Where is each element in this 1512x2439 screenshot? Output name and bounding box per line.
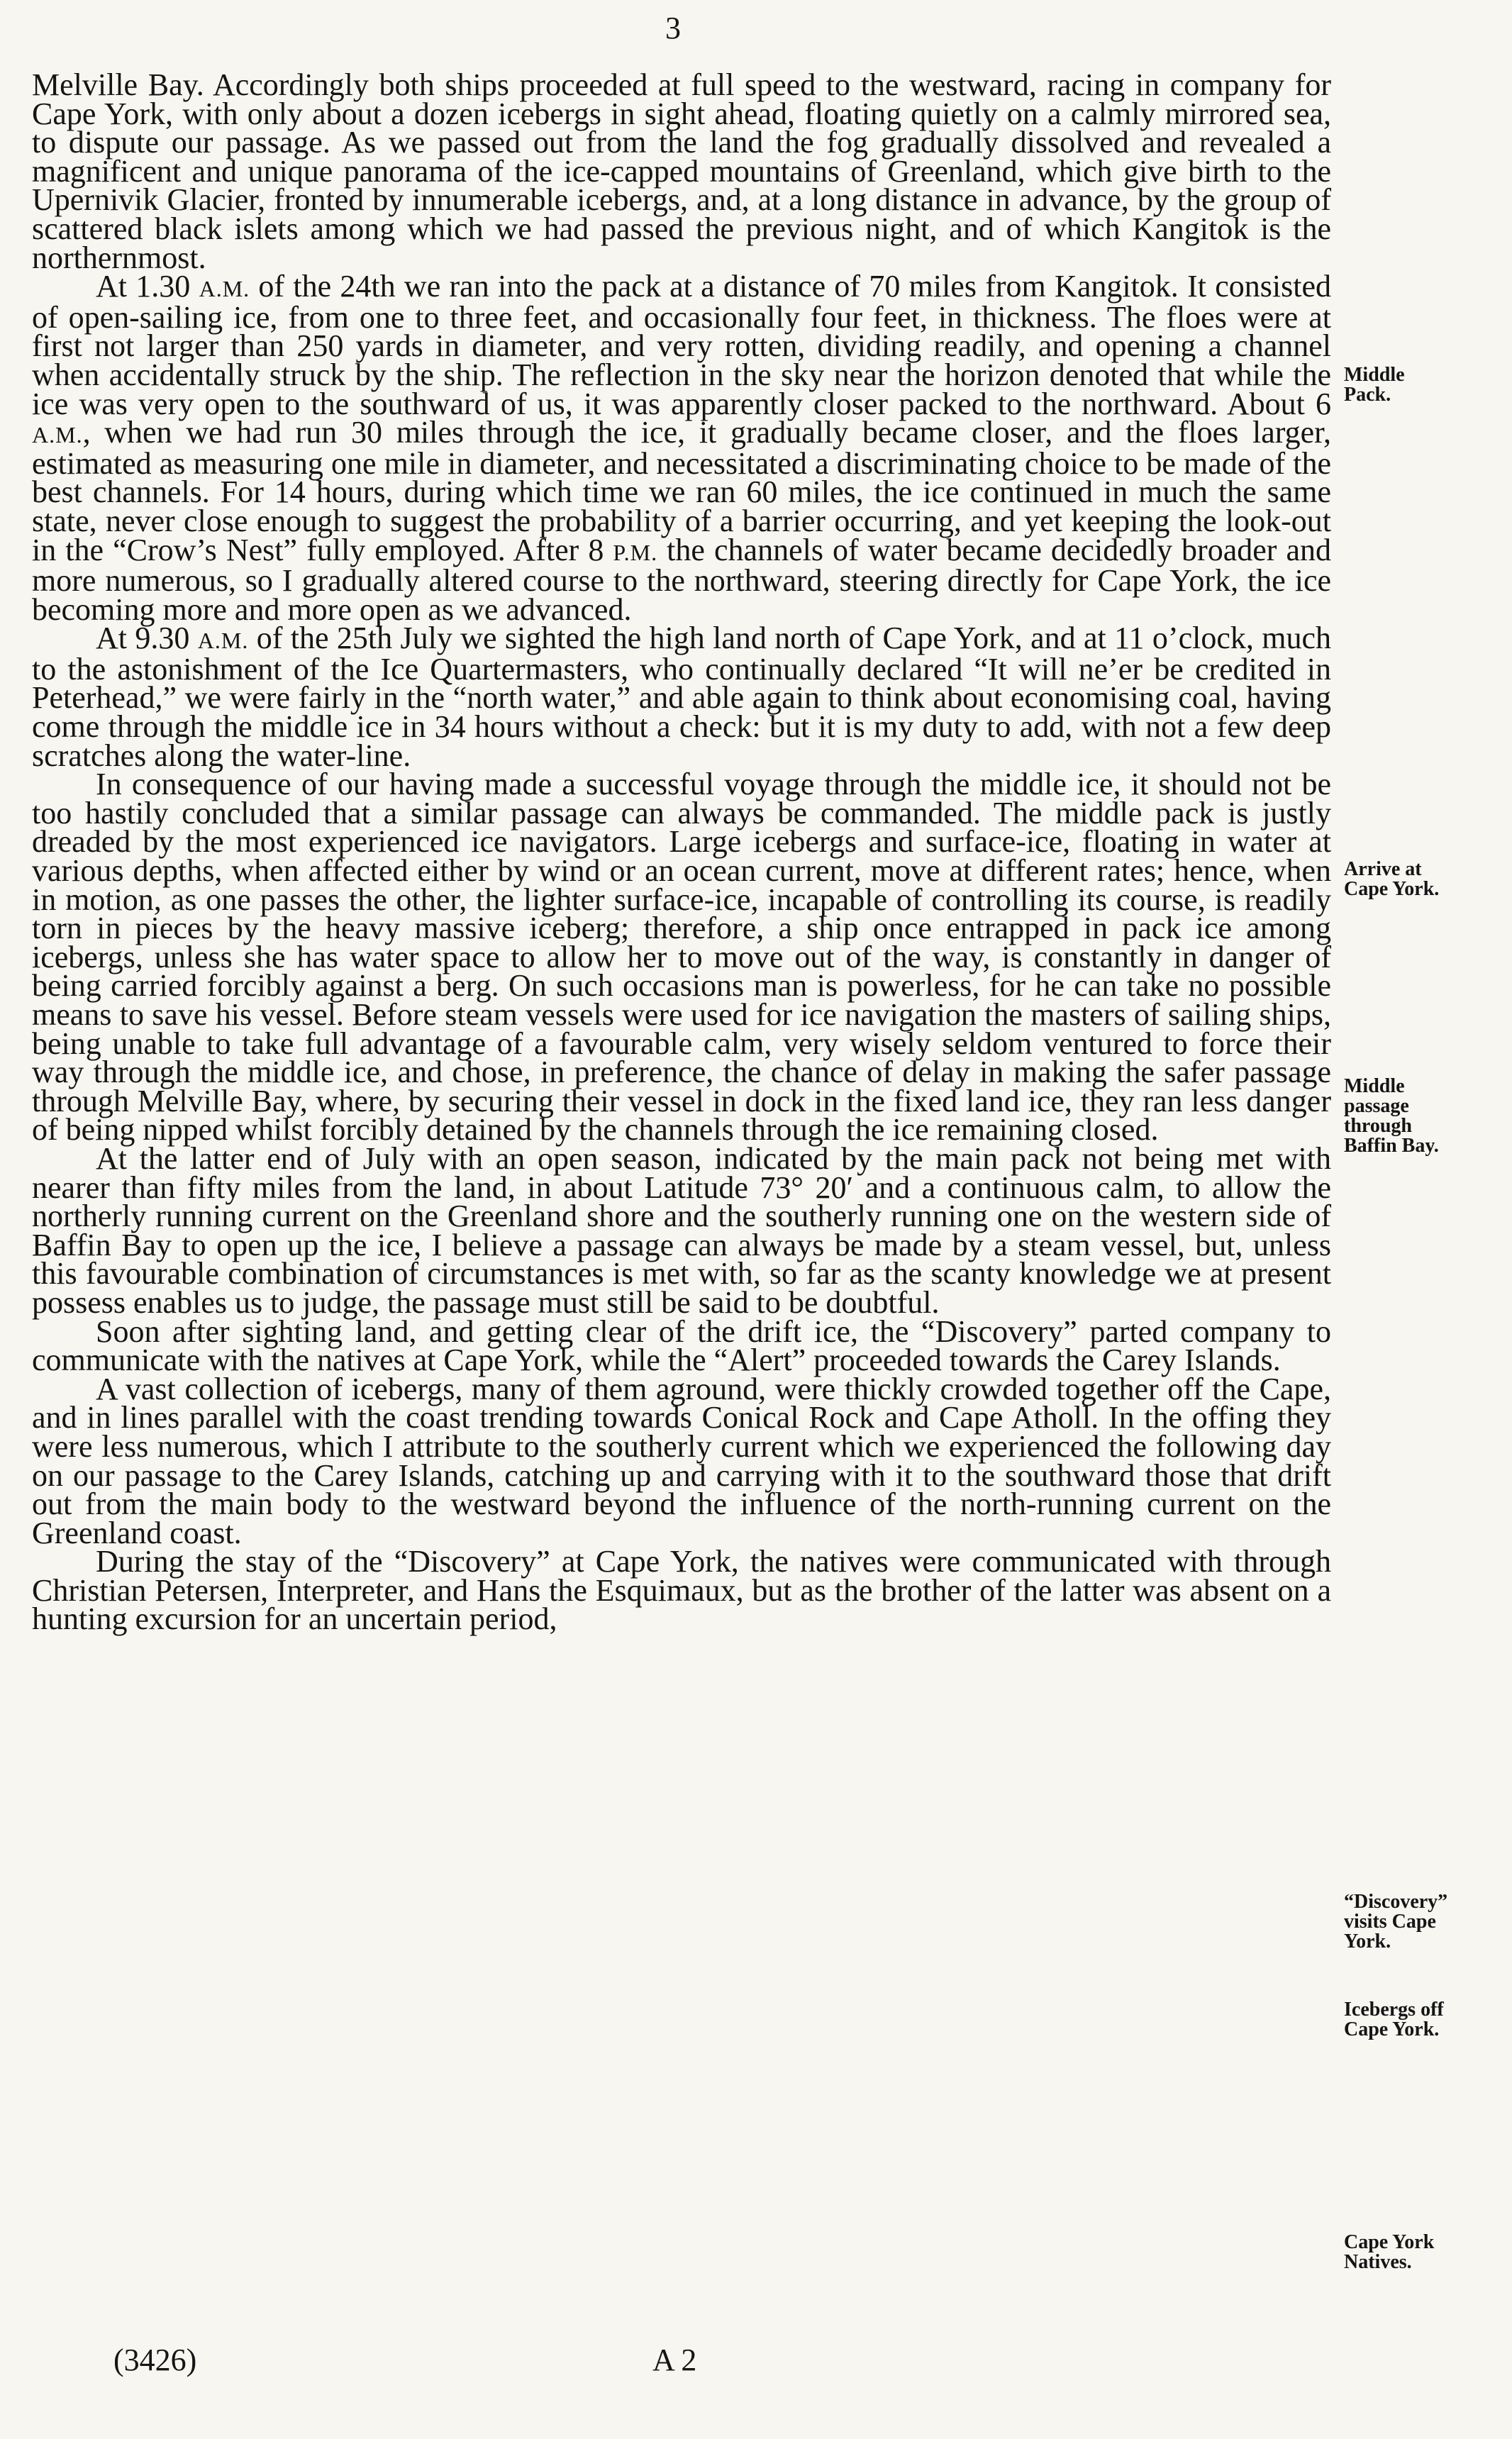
time-abbrev: A.M. bbox=[199, 276, 250, 302]
margin-note-discovery-visits bbox=[1344, 1892, 1508, 1952]
page-number: 3 bbox=[665, 11, 682, 45]
paragraph-1: Melville Bay. Accordingly both ships proceeded at full speed to the westward, racing in company for Cape York, with only about a dozen icebergs in sight ahead, floating quietly on a calmly mirrored sea, to dispute our passage. As we passed out from the land the fog gradually dissolved and revealed a magnificent and unique panorama of the ice-capped mountains of Greenland, which give birth to the Upernivik Glacier, fronted by innumerable icebergs, and, at a long distance in advance, by the group of scattered black islets among which we had passed the previous night, and of which Kangitok is the northernmost. bbox=[32, 67, 1331, 275]
margin-note-middle-passage bbox=[1344, 1077, 1508, 1156]
margin-note-line: passage bbox=[1344, 1095, 1409, 1117]
printer-signature: (3426) bbox=[113, 2343, 197, 2377]
paragraph-4: In consequence of our having made a successful voyage through the middle ice, it should not be too hastily concluded that a similar passage can always be commanded. The middle pack is justly dreaded by the most experienced ice navigators. Large icebergs and surface-ice, floating in water at various depths, when affected either by wind or an ocean current, move at different rates; hence, when in motion, as one passes the other, the lighter surface-ice, incapable of controlling its course, is readily torn in pieces by the heavy massive iceberg; therefore, a ship once entrapped in pack ice among icebergs, unless she has water space to allow her to move out of the way, is constantly in danger of being carried forcibly against a berg. On such occasions man is powerless, for he can take no possible means to save his vessel. Before steam vessels were used for ice navigation the masters of sailing ships, being unable to take full advantage of a favourable calm, very wisely seldom ventured to force their way through the middle ice, and chose, in preference, the chance of delay in making the safer passage through Melville Bay, where, by securing their vessel in dock in the fixed land ice, they ran less danger of being nipped whilst forcibly detained by the channels through the ice remaining closed. bbox=[32, 767, 1331, 1148]
margin-note-line: Natives. bbox=[1344, 2251, 1412, 2273]
paragraph-2 bbox=[32, 269, 1332, 627]
paragraph-7: A vast collection of icebergs, many of them aground, were thickly crowded together off the Cape, and in lines parallel with the coast trending towards Conical Rock and Cape Atholl. In the offing they were less numerous, which I attribute to the southerly current which we experienced the following day on our passage to the Carey Islands, catching up and carrying with it to the southward those that drift out from the main body to the westward beyond the influence of the north-running current on the Greenland coast. bbox=[32, 1371, 1331, 1550]
margin-note-line: Baffin Bay. bbox=[1344, 1135, 1439, 1157]
margin-note-cape-york-natives bbox=[1344, 2233, 1508, 2272]
margin-note-line: Cape York bbox=[1344, 2231, 1435, 2253]
body-text bbox=[32, 67, 1332, 1637]
margin-note-line: Middle bbox=[1344, 364, 1405, 386]
margin-note-line: Middle bbox=[1344, 1075, 1405, 1097]
margin-note-line: visits Cape bbox=[1344, 1911, 1436, 1933]
paragraph-6: Soon after sighting land, and getting clear of the drift ice, the “Discovery” parted company to communicate with the natives at Cape York, while the “Alert” proceeded towards the Carey Islands. bbox=[32, 1313, 1331, 1378]
margin-note-arrive-cape-york bbox=[1344, 860, 1508, 899]
margin-note-line: Arrive at bbox=[1344, 858, 1422, 880]
margin-note-middle-pack bbox=[1344, 365, 1508, 405]
paragraph-3 bbox=[32, 621, 1331, 773]
paragraph-8: During the stay of the “Discovery” at Cape York, the natives were communicated with through Christian Petersen, Interpreter, and Hans the Esquimaux, but as the brother of the latter was absent on a hunting excursion for an uncertain period, bbox=[32, 1544, 1331, 1637]
time-abbrev: A.M. bbox=[32, 422, 83, 448]
paragraph-2-part: of the 24th we ran into the pack at a distance of 70 miles from Kangitok. It consisted of open-sailing ice, from one to three feet, and occasionally four feet, in thickness. The floes were at first not larger than 250 yards in diameter, and very rotten, dividing readily, and opening a channel when accidentally struck by the ship. The reflection in the sky near the horizon denoted that while the ice was very open to the southward of us, it was apparently closer packed to the northward. About 6 bbox=[32, 269, 1332, 421]
time-abbrev: A.M. bbox=[197, 628, 249, 654]
margin-note-icebergs-off bbox=[1344, 2000, 1508, 2040]
margin-note-line: Cape York. bbox=[1344, 878, 1440, 900]
paragraph-3-part: At 9.30 bbox=[96, 621, 198, 656]
sheet-mark: A 2 bbox=[652, 2343, 697, 2377]
margin-note-line: York. bbox=[1344, 1930, 1391, 1952]
paragraph-3-part: of the 25th July we sighted the high land north of Cape York, and at 11 o’clock, much to the astonishment of the Ice Quartermasters, who continually declared “It will ne’er be credited in Peterhead,” we were fairly in the “north water,” and able again to think about economising coal, having come through the middle ice in 34 hours without a check: but it is my duty to add, with not a few deep scratches along the water-line. bbox=[32, 621, 1331, 773]
margin-note-line: “Discovery” bbox=[1344, 1891, 1448, 1913]
paragraph-2-part: the channels of water became decidedly broader and more numerous, so I gradually altered course to the northward, steering directly for Cape York, the ice becoming more and more open as we advanced. bbox=[32, 532, 1332, 627]
margin-note-line: Icebergs off bbox=[1344, 1999, 1444, 2021]
paragraph-5: At the latter end of July with an open season, indicated by the main pack not being met with nearer than fifty miles from the land, in about Latitude 73° 20′ and a continuous calm, to allow the northerly running current on the Greenland shore and the southerly running one on the western side of Baffin Bay to open up the ice, I believe a passage can always be made by a steam vessel, but, unless this favourable combination of circumstances is met with, so far as the scanty knowledge we at present possess enables us to judge, the passage must still be said to be doubtful. bbox=[32, 1140, 1331, 1320]
margin-note-line: Cape York. bbox=[1344, 2018, 1440, 2040]
margin-note-line: Pack. bbox=[1344, 384, 1391, 406]
paragraph-2-part: At 1.30 bbox=[96, 269, 199, 304]
margin-note-line: through bbox=[1344, 1115, 1412, 1137]
time-abbrev: P.M. bbox=[613, 539, 658, 565]
paragraph-2-part: , when we had run 30 miles through the ice, it gradually became closer, and the floes larger, estimated as measuring one mile in diameter, and necessitated a discriminating choice to be made of the best channels. For 14 hours, during which time we ran 60 miles, the ice continued in much the same state, never close enough to suggest the probability of a barrier occurring, and yet keeping the look-out in the “Crow’s Nest” fully employed. After 8 bbox=[32, 415, 1331, 567]
